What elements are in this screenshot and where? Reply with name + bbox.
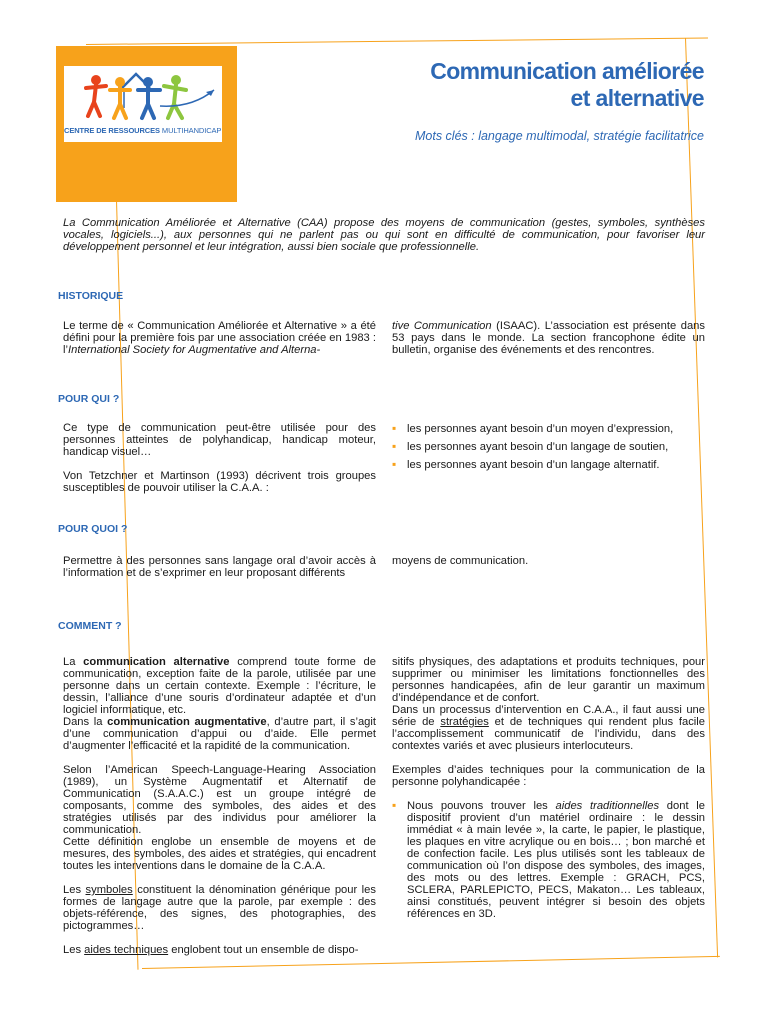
comment-paragraph-1 (63, 656, 376, 716)
text-run: Dans un processus d’intervention en C.A.A., il faut aussi une série de (392, 704, 705, 728)
logo (64, 66, 222, 142)
comment-bullet-list (392, 800, 705, 920)
section-heading-pour-qui: POUR QUI ? (58, 393, 120, 405)
comment-left (63, 656, 376, 956)
text-run: , d’autre part, il s’agit d’une communication d’appui ou d’aide. Elle permet d’augmenter l’efficacité et la rapidité de la communication. (63, 716, 376, 752)
intro-paragraph: La Communication Améliorée et Alternative (CAA) propose des moyens de communication (gestes, symboles, synthèses vocales, logiciels...), aux personnes qui ne parlent pas ou qui sont en difficulté de communication, pour favoriser leur développement personnel et leur intégration, aussi bien sociale que professionnelle. (63, 217, 705, 253)
list-item: ▪ les personnes ayant besoin d’un moyen d’expression, (392, 423, 705, 435)
term-communication-alternative: communication alternative (83, 656, 230, 668)
text-run: Dans la (63, 716, 108, 728)
term-aides-techniques: aides techniques (84, 944, 169, 956)
pour-quoi-left: Permettre à des personnes sans langage oral d’avoir accès à l’information et de s’exprimer en leur proposant différents (63, 555, 376, 579)
text-run: Les (63, 944, 85, 956)
comment-paragraph-4: Cette définition englobe un ensemble de moyens et de mesures, des symboles, des aides et stratégies, qui encadrent toutes les interventions dans le domaine de la C.A.A. (63, 836, 376, 872)
historique-left-text: Le terme de « Communication Améliorée et Alternative » a été défini pour la première fois par une association créée en 1983 : l’ (63, 320, 376, 356)
comment-paragraph-6 (63, 944, 376, 956)
pour-quoi-right: moyens de communication. (392, 555, 529, 567)
pour-qui-paragraph-1: Ce type de communication peut-être utilisée pour des personnes atteintes de polyhandicap, handicap moteur, handicap visuel… (63, 422, 376, 458)
logo-org-light: MULTIHANDICAP (161, 126, 222, 135)
term-symboles: symboles (85, 884, 133, 896)
text-run: et de techniques qui rendent plus facile l’accomplissement communicatif de l’individu, dans des contextes variés et avec plusieurs interlocuteurs. (392, 716, 705, 752)
comment-right-paragraph-2 (392, 704, 705, 752)
pour-qui-bullet-list (392, 423, 705, 471)
pour-qui-left (63, 422, 376, 494)
text-run: englobent tout un ensemble de dispo- (168, 944, 359, 956)
term-strategies: stratégies (440, 716, 489, 728)
historique-right (392, 320, 705, 356)
historique-left-italic: International Society for Augmentative and Alterna- (67, 344, 321, 356)
text-run: comprend toute forme de communication, exception faite de la parole, utilisée par une personne dans un certain contexte. Exemple : l’écriture, le dessin, l’alliance d’une souris d’ordinateur adaptée et d’un logiciel informatique, etc. (63, 656, 376, 716)
comment-right-paragraph-3: Exemples d’aides techniques pour la communication de la personne polyhandicapée : (392, 764, 705, 788)
comment-right (392, 656, 705, 926)
text-run: dont le dispositif provient d’un matériel ordinaire : le dessin immédiat « à main levée », la carte, le papier, le plastique, les plaques en vitre acrylique ou en bois… ; bon marché et de confection facile. Les plus utilisés sont les tableaux de communication où l’on dispose des symboles, des images, des mots ou des lettres. Exemple : GRACH, PCS, SCLERA, PARLEPICTO, PECS, Makaton… Les tableaux, ainsi constitués, peuvent intégrer si besoin des objets références en 3D. (407, 800, 706, 920)
list-item: ▪ les personnes ayant besoin d’un langage alternatif. (392, 459, 705, 471)
logo-org-bold: CENTRE DE RESSOURCES (64, 126, 160, 135)
frame-line-bottom (142, 956, 720, 969)
term-communication-augmentative: communication augmentative (107, 716, 267, 728)
page-title (430, 58, 704, 112)
text-run: Nous pouvons trouver les (407, 800, 556, 812)
section-heading-pour-quoi: POUR QUOI ? (58, 523, 128, 535)
pour-qui-paragraph-2: Von Tetzchner et Martinson (1993) décrivent trois groupes susceptibles de pouvoir utiliser la C.A.A. : (63, 470, 376, 494)
list-item: ▪ les personnes ayant besoin d’un langage de soutien, (392, 441, 705, 453)
logo-text (64, 126, 222, 135)
text-run: constituent la dénomination générique pour les formes de langage autre que la parole, par exemple : des objets-référence, des signes, des photographies, des pictogrammes… (63, 884, 376, 932)
term-aides-traditionnelles: aides traditionnelles (555, 800, 660, 812)
logo-figures-icon (64, 66, 222, 126)
historique-left (63, 320, 376, 356)
keywords: Mots clés : langage multimodal, stratégie facilitatrice (414, 129, 704, 143)
comment-right-paragraph-1: sitifs physiques, des adaptations et produits techniques, pour supprimer ou minimiser les limitations fonctionnelles des personnes handicapées, afin de leur garantir un maximum d’indépendance et de confort. (392, 656, 705, 704)
historique-right-italic: tive Communication (392, 320, 492, 332)
section-heading-comment: COMMENT ? (58, 620, 122, 632)
pour-qui-right (392, 423, 705, 477)
historique-right-text: (ISAAC). L’association est présente dans 53 pays dans le monde. La section francophone édite un bulletin, organise des événements et des rencontres. (392, 320, 705, 356)
logo-block (56, 46, 237, 202)
section-heading-historique: HISTORIQUE (58, 290, 124, 302)
title-line-2: et alternative (570, 85, 704, 111)
text-run: La (63, 656, 84, 668)
comment-paragraph-5 (63, 884, 376, 932)
comment-paragraph-2 (63, 716, 376, 752)
list-item (392, 800, 705, 920)
text-run: Les (63, 884, 86, 896)
comment-paragraph-3: Selon l’American Speech-Language-Hearing Association (1989), un Système Augmentatif et Alternatif de Communication (S.A.A.C.) est un groupe intégré de composants, comme des symboles, des aides et des stratégies utilisés par des individus pour améliorer la communication. (63, 764, 376, 836)
title-line-1: Communication améliorée (430, 58, 704, 84)
frame-line-top (86, 37, 708, 45)
